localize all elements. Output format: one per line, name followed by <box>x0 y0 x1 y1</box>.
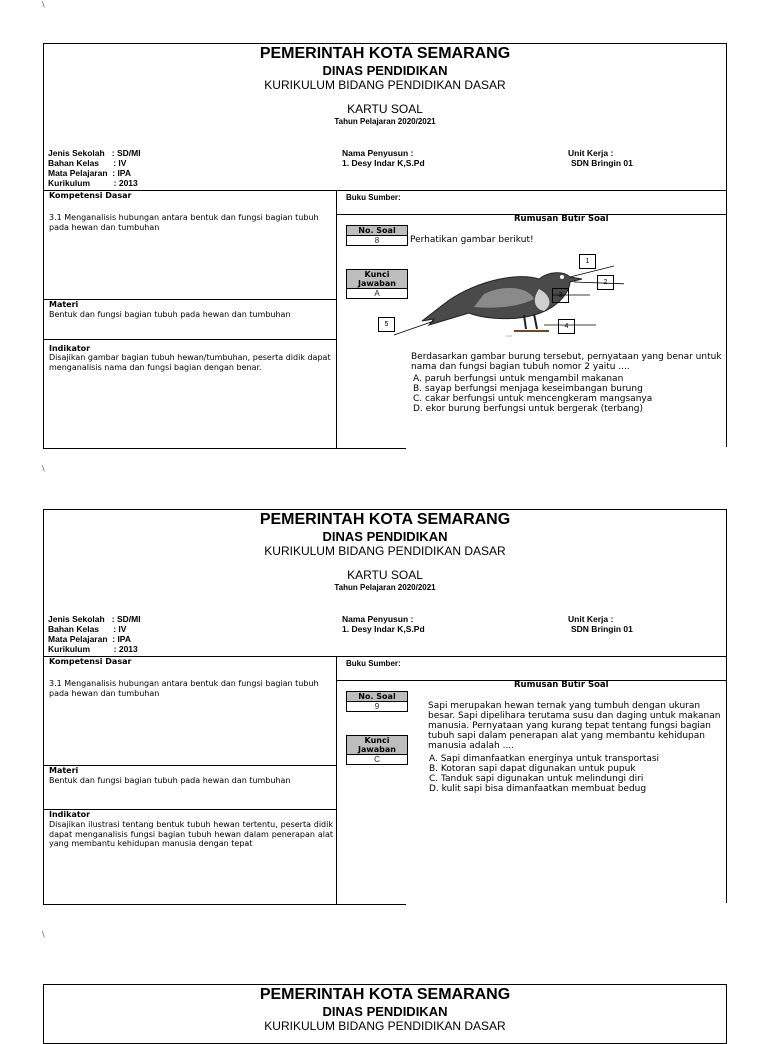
question-intro: Perhatikan gambar berikut! <box>410 235 534 245</box>
svg-text:bird: bird <box>506 334 512 338</box>
no-soal-value: 9 <box>374 702 380 711</box>
divider <box>44 299 336 300</box>
meta-curriculum: Kurikulum : 2013 <box>48 178 138 188</box>
kunci-label: Kunci Jawaban <box>347 270 407 289</box>
option-a: A. paruh berfungsi untuk mengambil makanan <box>413 374 624 384</box>
meta-subject: Mata Pelajaran : IPA <box>48 634 131 644</box>
header-government: PEMERINTAH KOTA SEMARANG <box>259 45 511 62</box>
option-b: B. Kotoran sapi dapat digunakan untuk pupuk <box>429 764 636 774</box>
buku-sumber-label: Buku Sumber: <box>346 193 401 202</box>
option-c: C. Tanduk sapi digunakan untuk melindungi diri <box>429 774 644 784</box>
materi-label: Materi <box>49 300 79 309</box>
question-card-8 <box>43 43 727 449</box>
header-department: DINAS PENDIDIKAN <box>322 63 448 78</box>
indikator-text: Disajikan ilustrasi tentang bentuk tubuh hewan tertentu, peserta didik dapat menganalisis fungsi bagian tubuh hewan dalam penerapan alat yang membantu kehidupan manusia dengan tepat <box>49 820 333 848</box>
unit-value: SDN Bringin 01 <box>571 624 633 634</box>
author-value: 1. Desy Indar K,S.Pd <box>342 624 425 634</box>
option-d: D. kulit sapi bisa dimanfaatkan membuat bedug <box>429 784 647 794</box>
kd-text: 3.1 Menganalisis hubungan antara bentuk dan fungsi bagian tubuh pada hewan dan tumbuhan <box>49 679 319 698</box>
kd-label: Kompetensi Dasar <box>49 191 132 200</box>
no-soal-box <box>346 225 408 246</box>
header-school-year: Tahun Pelajaran 2020/2021 <box>334 117 436 126</box>
figure-label-4: 4 <box>558 319 575 334</box>
author-label: Nama Penyusun : <box>342 614 414 624</box>
indikator-label: Indikator <box>49 810 91 819</box>
header-department: DINAS PENDIDIKAN <box>322 529 448 544</box>
kunci-value: C <box>374 755 380 764</box>
option-b: B. sayap berfungsi menjaga keseimbangan burung <box>413 384 643 394</box>
divider <box>44 339 336 340</box>
stray-mark: \ <box>42 464 45 473</box>
meta-curriculum: Kurikulum : 2013 <box>48 644 138 654</box>
question-card-9 <box>43 509 727 905</box>
indikator-label: Indikator <box>49 344 91 353</box>
school-meta <box>48 148 141 188</box>
figure-label-3: 3 <box>552 288 569 303</box>
kunci-box <box>346 735 408 765</box>
meta-school-type: Jenis Sekolah : SD/MI <box>48 148 141 158</box>
kd-text: 3.1 Menganalisis hubungan antara bentuk dan fungsi bagian tubuh pada hewan dan tumbuhan <box>49 213 319 232</box>
author-meta <box>342 148 425 168</box>
question-options <box>429 754 729 794</box>
question-card-next <box>43 984 727 1044</box>
header-department: DINAS PENDIDIKAN <box>322 1004 448 1019</box>
figure-label-2: 2 <box>597 275 614 290</box>
unit-label: Unit Kerja : <box>568 148 614 158</box>
meta-subject: Mata Pelajaran : IPA <box>48 168 131 178</box>
no-soal-value: 8 <box>374 236 380 245</box>
header-curriculum: KURIKULUM BIDANG PENDIDIKAN DASAR <box>264 544 506 558</box>
meta-school-type: Jenis Sekolah : SD/MI <box>48 614 141 624</box>
border-gap <box>406 903 730 906</box>
option-a: A. Sapi dimanfaatkan energinya untuk transportasi <box>429 754 660 764</box>
header-curriculum: KURIKULUM BIDANG PENDIDIKAN DASAR <box>264 1019 506 1033</box>
meta-class: Bahan Kelas : IV <box>48 158 127 168</box>
indikator-text: Disajikan gambar bagian tubuh hewan/tumbuhan, peserta didik dapat menganalisis nama dan fungsi bagian dengan benar. <box>49 353 331 372</box>
unit-meta <box>568 614 633 634</box>
option-c: C. cakar berfungsi untuk mencengkeram mangsanya <box>413 394 653 404</box>
no-soal-box <box>346 691 408 712</box>
header-government: PEMERINTAH KOTA SEMARANG <box>259 511 511 528</box>
stray-mark: \ <box>42 930 45 939</box>
unit-value: SDN Bringin 01 <box>571 158 633 168</box>
no-soal-label: No. Soal <box>347 226 407 236</box>
author-value: 1. Desy Indar K,S.Pd <box>342 158 425 168</box>
author-label: Nama Penyusun : <box>342 148 414 158</box>
buku-sumber-label: Buku Sumber: <box>346 659 401 668</box>
divider <box>44 765 336 766</box>
meta-class: Bahan Kelas : IV <box>48 624 127 634</box>
materi-text: Bentuk dan fungsi bagian tubuh pada hewan dan tumbuhan <box>49 776 291 785</box>
header-curriculum: KURIKULUM BIDANG PENDIDIKAN DASAR <box>264 78 506 92</box>
school-meta <box>48 614 141 654</box>
option-d: D. ekor burung berfungsi untuk bergerak (terbang) <box>413 404 644 414</box>
unit-meta <box>568 148 633 168</box>
kunci-value: A <box>374 289 380 298</box>
materi-label: Materi <box>49 766 79 775</box>
stray-mark: \ <box>42 0 45 9</box>
border-gap <box>406 447 730 450</box>
figure-label-1: 1 <box>579 254 596 269</box>
author-meta <box>342 614 425 634</box>
kunci-label: Kunci Jawaban <box>347 736 407 755</box>
header-school-year: Tahun Pelajaran 2020/2021 <box>334 583 436 592</box>
materi-text: Bentuk dan fungsi bagian tubuh pada hewan dan tumbuhan <box>49 310 291 319</box>
header-card-title: KARTU SOAL <box>347 568 423 582</box>
question-stem: Sapi merupakan hewan ternak yang tumbuh dengan ukuran besar. Sapi dipelihara terutama susu dan daging untuk makanan manusia. Pernyataan yang kurang tepat tentang fungsi bagian tubuh sapi dalam penerapan alat yang membantu kehidupan manusia adalah .... <box>428 701 721 751</box>
question-stem: Berdasarkan gambar burung tersebut, pernyataan yang benar untuk nama dan fungsi bagian tubuh nomor 2 yaitu .... <box>411 352 722 372</box>
kd-label: Kompetensi Dasar <box>49 657 132 666</box>
header-card-title: KARTU SOAL <box>347 102 423 116</box>
rumusan-label: Rumusan Butir Soal <box>514 680 609 690</box>
figure-label-5: 5 <box>378 317 395 332</box>
unit-label: Unit Kerja : <box>568 614 614 624</box>
rumusan-label: Rumusan Butir Soal <box>514 214 609 224</box>
no-soal-label: No. Soal <box>347 692 407 702</box>
header-government: PEMERINTAH KOTA SEMARANG <box>259 986 511 1003</box>
question-options <box>413 374 733 414</box>
